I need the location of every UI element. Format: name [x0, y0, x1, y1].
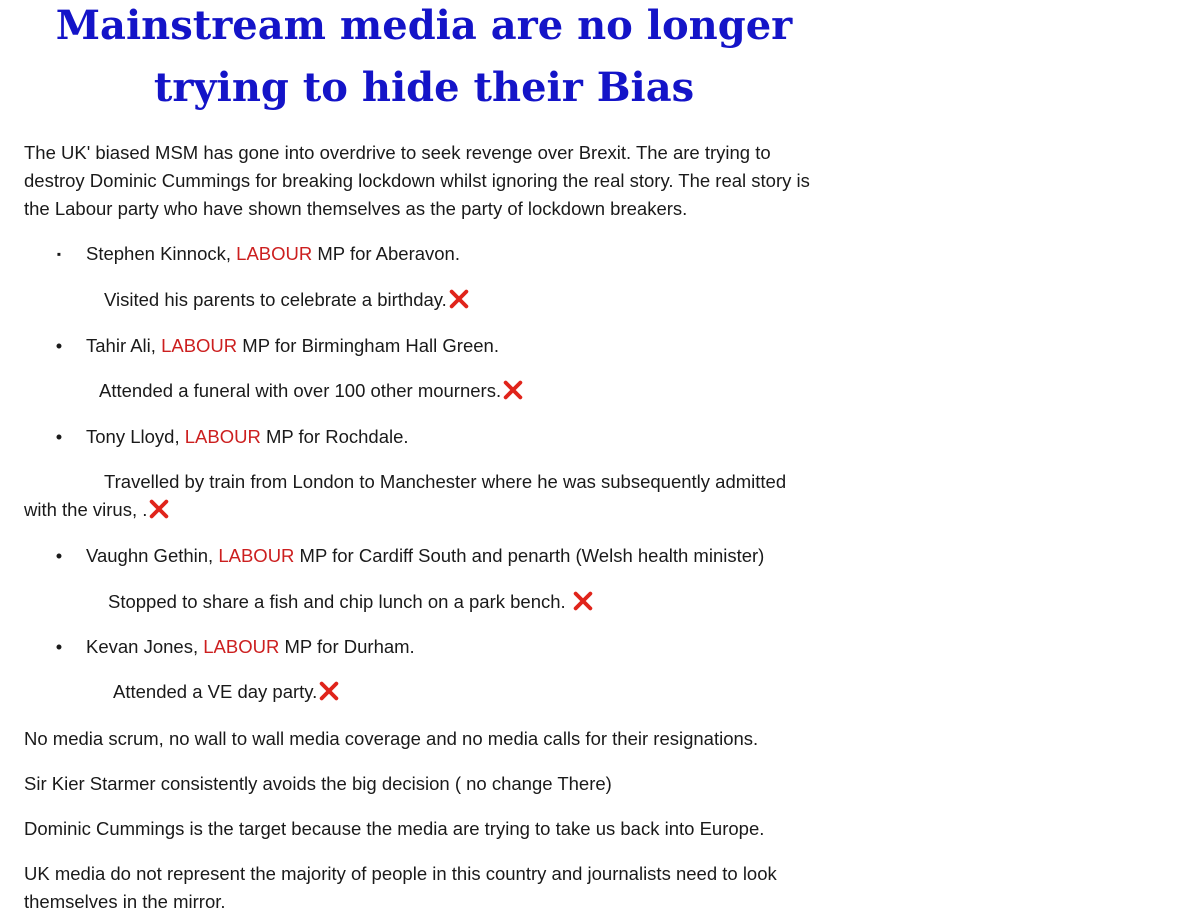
cross-mark-icon: [502, 379, 524, 401]
mp-name: Vaughn Gethin,: [86, 545, 219, 566]
breach-description: [99, 377, 524, 405]
breach-text: Attended a funeral with over 100 other mourners.: [99, 380, 502, 401]
closing-statement: Dominic Cummings is the target because the media are trying to take us back into Europe.: [24, 818, 765, 839]
intro-paragraph: The UK' biased MSM has gone into overdrive to seek revenge over Brexit. The are trying to destroy Dominic Cummings for breaking lockdown whilst ignoring the real story. The real story is the Labour party who have shown themselves as the party of lockdown breakers.: [24, 142, 810, 219]
mp-name: Tahir Ali,: [86, 335, 162, 356]
mp-name: Stephen Kinnock,: [86, 243, 237, 264]
cross-mark-icon: [572, 590, 594, 612]
mp-entry-text: [86, 332, 499, 360]
breach-description-line-1: Travelled by train from London to Manchester where he was subsequently admitted: [104, 471, 787, 492]
party-label: LABOUR: [236, 243, 313, 264]
mp-entry-text: [86, 542, 764, 570]
closing-statement: themselves in the mirror.: [24, 891, 226, 912]
cross-mark-icon: [318, 680, 340, 702]
bullet-icon: •: [55, 545, 63, 566]
party-label: LABOUR: [161, 335, 238, 356]
breach-description: [113, 678, 340, 706]
square-bullet-icon: ▪: [56, 247, 62, 261]
closing-statement: No media scrum, no wall to wall media coverage and no media calls for their resignations.: [24, 728, 759, 749]
party-label: LABOUR: [218, 545, 295, 566]
breach-description: [108, 588, 594, 616]
headline-line-2: trying to hide their Bias: [153, 64, 695, 111]
closing-statement: Sir Kier Starmer consistently avoids the big decision ( no change There): [24, 773, 612, 794]
bullet-icon: •: [55, 335, 63, 356]
breach-description: [104, 286, 470, 314]
cross-mark-icon: [148, 498, 170, 520]
breach-text: Attended a VE day party.: [113, 681, 318, 702]
mp-seat: MP for Birmingham Hall Green.: [237, 335, 499, 356]
mp-entry-text: [86, 240, 460, 268]
closing-statement: UK media do not represent the majority of people in this country and journalists need to look: [24, 863, 777, 884]
mp-seat: MP for Rochdale.: [260, 426, 409, 447]
bullet-icon: •: [55, 636, 63, 657]
breach-text: Stopped to share a fish and chip lunch on a park bench.: [108, 591, 571, 612]
mp-name: Tony Lloyd,: [86, 426, 185, 447]
headline-line-1: Mainstream media are no longer: [55, 2, 793, 49]
breach-description-line-2: [24, 496, 170, 524]
mp-seat: MP for Cardiff South and penarth (Welsh health minister): [294, 545, 765, 566]
party-label: LABOUR: [184, 426, 261, 447]
mp-entry-text: [86, 423, 409, 451]
bullet-icon: •: [55, 426, 63, 447]
party-label: LABOUR: [203, 636, 280, 657]
cross-mark-icon: [448, 288, 470, 310]
breach-text: with the virus, .: [24, 499, 148, 520]
mp-seat: MP for Aberavon.: [312, 243, 460, 264]
mp-seat: MP for Durham.: [279, 636, 415, 657]
mp-entry-text: [86, 633, 415, 661]
breach-text: Visited his parents to celebrate a birthday.: [104, 289, 447, 310]
mp-name: Kevan Jones,: [86, 636, 204, 657]
